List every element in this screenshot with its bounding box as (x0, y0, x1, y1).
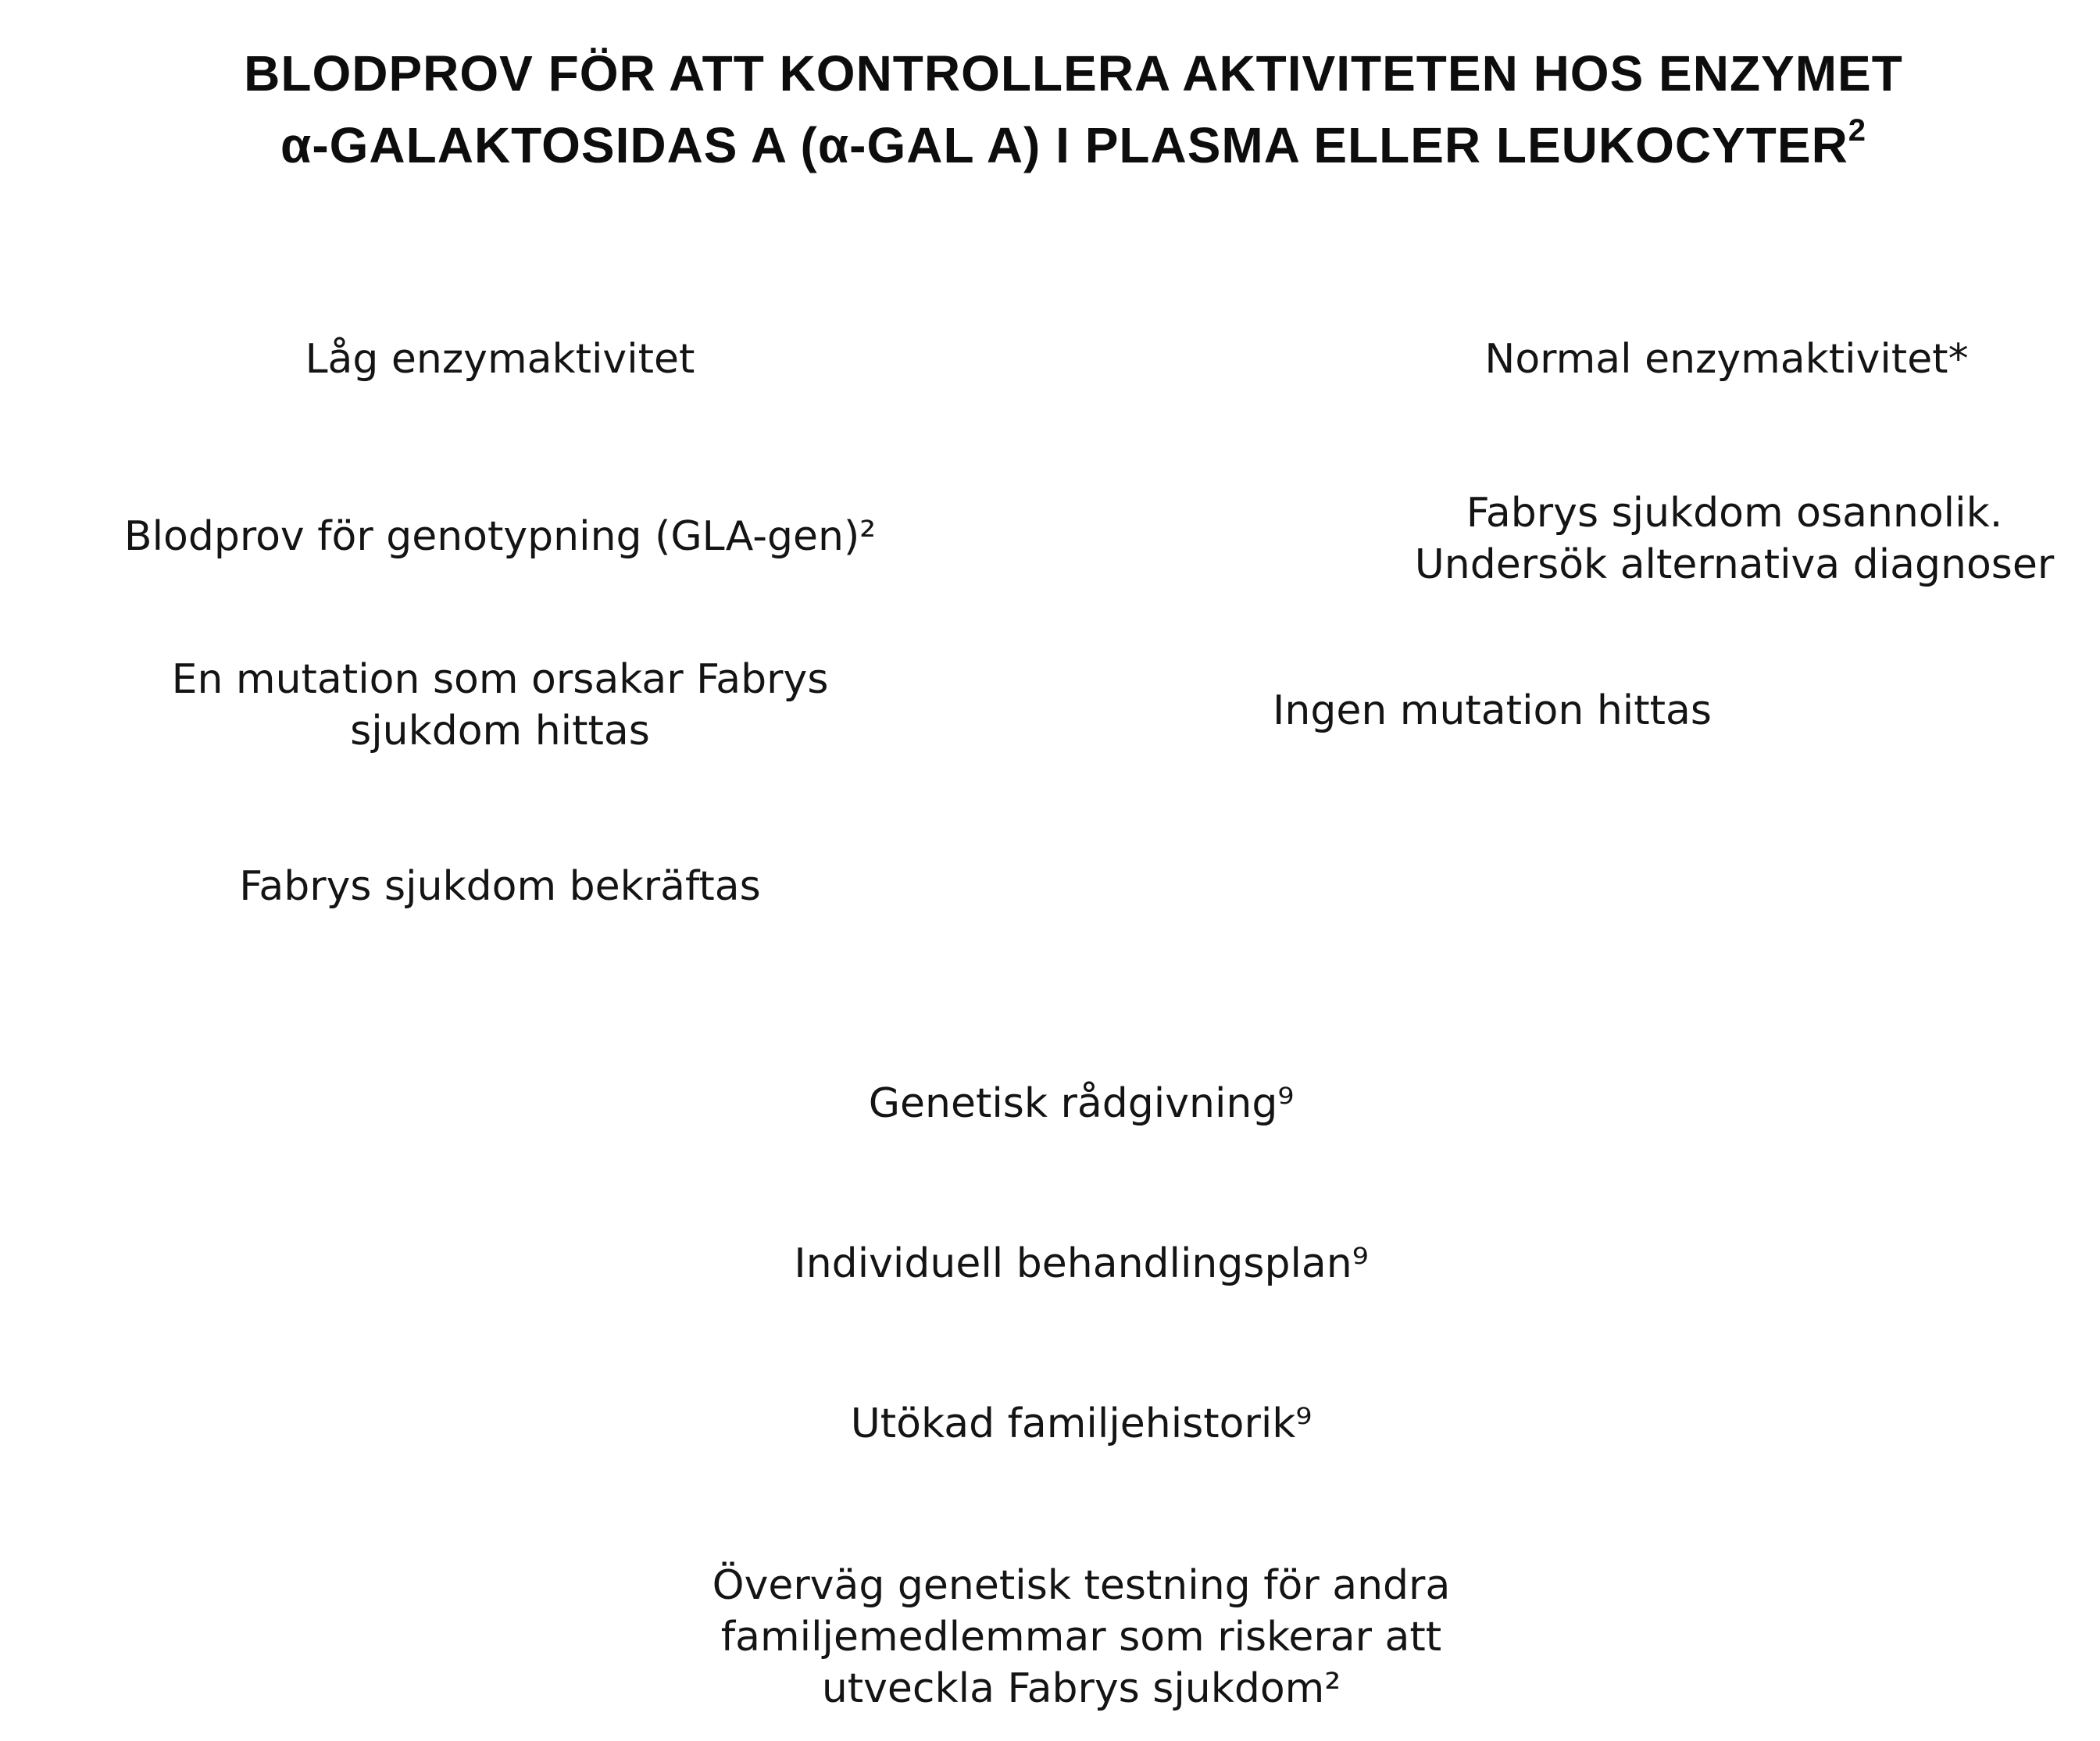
node-family-genetic-testing (652, 1560, 1511, 1714)
node-extended-family-history-text: Utökad familjehistorik⁹ (850, 1400, 1312, 1447)
title-line-2-text: α-GALAKTOSIDAS A (α-GAL A) I PLASMA ELLER LEUKOCYTER (280, 117, 1848, 173)
node-no-mutation-found (1219, 685, 1766, 737)
node-low-enzyme-activity-text: Låg enzymaktivitet (305, 336, 695, 383)
node-genetic-counseling-text: Genetisk rådgivning⁹ (868, 1080, 1295, 1127)
node-normal-enzyme-activity (1414, 334, 2039, 385)
title-line-1: BLODPROV FÖR ATT KONTROLLERA AKTIVITETEN HOS ENZYMET (244, 45, 1903, 102)
node-family-genetic-testing-line-2: familjemedlemmar som riskerar att (720, 1614, 1442, 1661)
node-fabry-unlikely-line-1: Fabrys sjukdom osannolik. (1466, 490, 2003, 537)
node-extended-family-history (769, 1398, 1394, 1450)
node-mutation-found (109, 654, 891, 757)
node-fabry-confirmed-text: Fabrys sjukdom bekräftas (239, 863, 761, 910)
node-individual-treatment-plan-text: Individuell behandlingsplan⁹ (794, 1240, 1369, 1287)
node-fabry-unlikely-line-2: Undersök alternativa diagnoser (1414, 541, 2055, 588)
node-fabry-confirmed (188, 861, 812, 912)
node-mutation-found-line-1: En mutation som orsakar Fabrys (171, 656, 829, 703)
node-mutation-found-line-2: sjukdom hittas (350, 708, 650, 755)
node-low-enzyme-activity (219, 334, 781, 385)
node-normal-enzyme-activity-text: Normal enzymaktivitet* (1484, 336, 1969, 383)
node-genotyping (62, 511, 938, 562)
node-family-genetic-testing-line-3: utveckla Fabrys sjukdom² (821, 1665, 1341, 1712)
node-genotyping-text: Blodprov för genotypning (GLA-gen)² (123, 513, 877, 560)
node-genetic-counseling (769, 1078, 1394, 1129)
node-no-mutation-found-text: Ingen mutation hittas (1273, 687, 1712, 734)
title-superscript: 2 (1848, 113, 1867, 148)
diagram-title (191, 37, 1956, 181)
title-line-2 (191, 109, 1956, 181)
node-fabry-unlikely (1391, 487, 2078, 590)
node-individual-treatment-plan (730, 1238, 1433, 1290)
node-family-genetic-testing-line-1: Överväg genetisk testning för andra (712, 1562, 1451, 1609)
